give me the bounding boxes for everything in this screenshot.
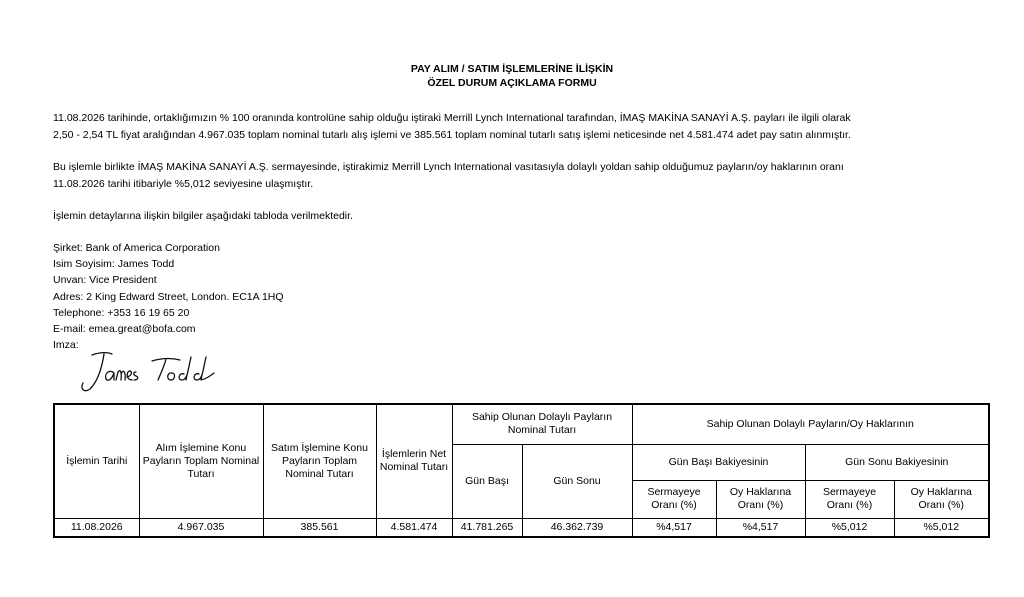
cell-end-vote: %5,012 [894, 518, 989, 537]
header-sell-nominal: Satım İşlemine Konu Payların Toplam Nominal Tutarı [263, 404, 376, 518]
paragraph-ownership-line-1: Bu işlemle birlikte İMAŞ MAKİNA SANAYİ A.Ş. sermayesinde, iştirakimiz Merrill Lynch International vasıtasıyla dolaylı yoldan sahip olduğumuz payların/oy haklarının oranı [53, 161, 844, 173]
cell-end-capital: %5,012 [805, 518, 894, 537]
contact-email: E-mail: emea.great@bofa.com [53, 323, 196, 336]
contact-block [53, 240, 284, 353]
cell-net: 4.581.474 [376, 518, 452, 537]
cell-start-vote: %4,517 [716, 518, 805, 537]
header-end-vote-ratio: Oy Haklarına Oranı (%) [894, 480, 989, 518]
header-start-capital-ratio: Sermayeye Oranı (%) [632, 480, 716, 518]
title-line-1: PAY ALIM / SATIM İŞLEMLERİNE İLİŞKİN [410, 63, 614, 75]
transaction-table [53, 403, 990, 538]
header-buy-nominal: Alım İşlemine Konu Payların Toplam Nominal Tutarı [139, 404, 263, 518]
cell-end-nominal: 46.362.739 [522, 518, 632, 537]
header-end-capital-ratio: Sermayeye Oranı (%) [805, 480, 894, 518]
paragraph-ownership-line-2: 11.08.2026 tarihi itibariyle %5,012 seviyesine ulaşmıştır. [53, 177, 314, 190]
signature-image [78, 349, 228, 395]
header-indirect-ratio: Sahip Olunan Dolaylı Payların/Oy Haklarının [632, 404, 989, 444]
header-start-of-day: Gün Başı [452, 444, 522, 518]
paragraph-transaction-line-2: 2,50 - 2,54 TL fiyat aralığından 4.967.035 toplam nominal tutarlı alış işlemi ve 385.561 toplam nominal tutarlı satış işlemi neticesinde net 4.581.474 adet pay satın alınmıştır. [53, 128, 851, 141]
paragraph-ownership [53, 159, 988, 192]
cell-date: 11.08.2026 [54, 518, 139, 537]
header-transaction-date: İşlemin Tarihi [54, 404, 139, 518]
contact-address: Adres: 2 King Edward Street, London. EC1A 1HQ [53, 290, 284, 303]
title-line-2: ÖZEL DURUM AÇIKLAMA FORMU [427, 77, 597, 89]
paragraph-details-intro: İşlemin detaylarına ilişkin bilgiler aşağıdaki tabloda verilmektedir. [53, 210, 353, 222]
contact-name: Isim Soyisim: James Todd [53, 258, 175, 271]
cell-start-capital: %4,517 [632, 518, 716, 537]
header-end-of-day: Gün Sonu [522, 444, 632, 518]
header-start-balance: Gün Başı Bakiyesinin [632, 444, 805, 480]
document-title [0, 62, 1024, 90]
header-start-vote-ratio: Oy Haklarına Oranı (%) [716, 480, 805, 518]
contact-title: Unvan: Vice President [53, 274, 157, 287]
header-end-balance: Gün Sonu Bakiyesinin [805, 444, 989, 480]
paragraph-transaction-line-1: 11.08.2026 tarihinde, ortaklığımızın % 100 oranında kontrolüne sahip olduğu iştiraki Merrill Lynch International tarafından, İMAŞ MAKİNA SANAYİ A.Ş. payları ile ilgili olarak [53, 112, 851, 124]
header-indirect-nominal: Sahip Olunan Dolaylı Payların Nominal Tutarı [452, 404, 632, 444]
signature-label: Imza: [53, 339, 79, 352]
cell-buy: 4.967.035 [139, 518, 263, 537]
paragraph-transaction [53, 110, 988, 143]
header-net-nominal: İşlemlerin Net Nominal Tutarı [376, 404, 452, 518]
cell-sell: 385.561 [263, 518, 376, 537]
cell-start-nominal: 41.781.265 [452, 518, 522, 537]
contact-phone: Telephone: +353 16 19 65 20 [53, 306, 190, 319]
contact-company: Şirket: Bank of America Corporation [53, 242, 220, 254]
